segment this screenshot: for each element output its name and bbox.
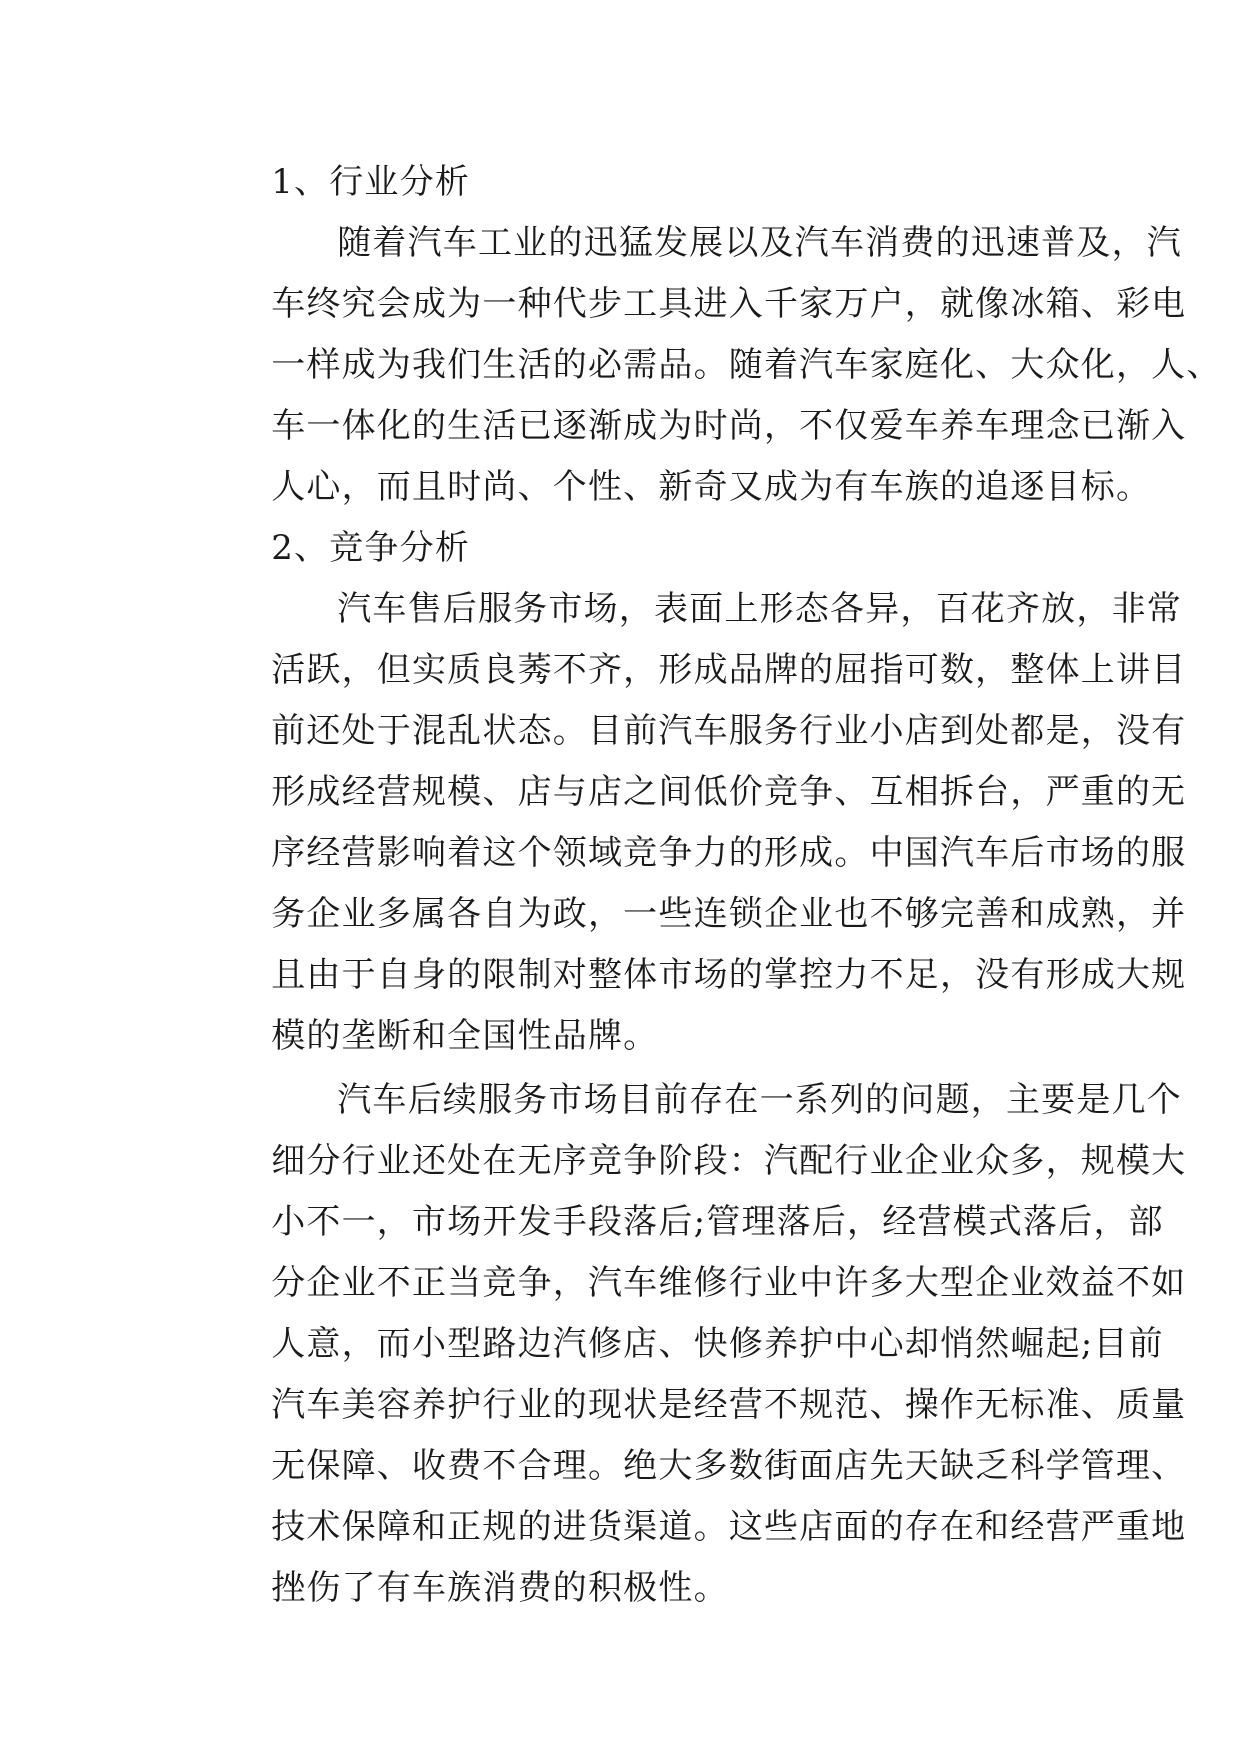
- text-line: 分企业不正当竞争，汽车维修行业中许多大型企业效益不如: [271, 1263, 1187, 1303]
- text-line: 小不一，市场开发手段落后;管理落后，经营模式落后，部: [271, 1202, 1164, 1242]
- text-line: 前还处于混乱状态。目前汽车服务行业小店到处都是，没有: [271, 711, 1187, 751]
- paragraph-industry-analysis: [193, 213, 1222, 518]
- text-line: 序经营影响着这个领域竞争力的形成。中国汽车后市场的服: [271, 833, 1187, 873]
- text-line: 人心，而且时尚、个性、新奇又成为有车族的追逐目标。: [271, 467, 1152, 507]
- text-line: 汽车后续服务市场目前存在一系列的问题，主要是几个: [337, 1080, 1182, 1120]
- text-line: 活跃，但实质良莠不齐，形成品牌的屈指可数，整体上讲目: [271, 650, 1187, 690]
- paragraph-competition-analysis-1: [193, 579, 1187, 1067]
- text-line: 一样成为我们生活的必需品。随着汽车家庭化、大众化，人、: [271, 345, 1222, 385]
- text-line: 技术保障和正规的进货渠道。这些店面的存在和经营严重地: [271, 1507, 1187, 1547]
- text-line: 车一体化的生活已逐渐成为时尚，不仅爱车养车理念已渐入: [271, 406, 1187, 446]
- text-line: 汽车美容养护行业的现状是经营不规范、操作无标准、质量: [271, 1385, 1187, 1425]
- text-line: 无保障、收费不合理。绝大多数街面店先天缺乏科学管理、: [271, 1446, 1187, 1486]
- text-line: 汽车售后服务市场，表面上形态各异，百花齐放，非常: [337, 589, 1182, 629]
- text-line: 随着汽车工业的迅猛发展以及汽车消费的迅速普及，汽: [337, 223, 1182, 263]
- text-line: 人意，而小型路边汽修店、快修养护中心却悄然崛起;目前: [271, 1324, 1164, 1364]
- text-line: 细分行业还处在无序竞争阶段：汽配行业企业众多，规模大: [271, 1141, 1187, 1181]
- paragraph-competition-analysis-2: [193, 1070, 1187, 1619]
- text-line: 形成经营规模、店与店之间低价竞争、互相拆台，严重的无: [271, 772, 1187, 812]
- document-body: [193, 152, 1222, 1619]
- section-heading-competition-analysis: 2、竞争分析: [271, 528, 471, 568]
- text-line: 模的垄断和全国性品牌。: [271, 1016, 659, 1056]
- text-line: 挫伤了有车族消费的积极性。: [271, 1568, 729, 1608]
- text-line: 且由于自身的限制对整体市场的掌控力不足，没有形成大规: [271, 955, 1187, 995]
- text-line: 车终究会成为一种代步工具进入千家万户，就像冰箱、彩电: [271, 284, 1187, 324]
- section-heading-industry-analysis: 1、行业分析: [271, 162, 471, 202]
- text-line: 务企业多属各自为政，一些连锁企业也不够完善和成熟，并: [271, 894, 1187, 934]
